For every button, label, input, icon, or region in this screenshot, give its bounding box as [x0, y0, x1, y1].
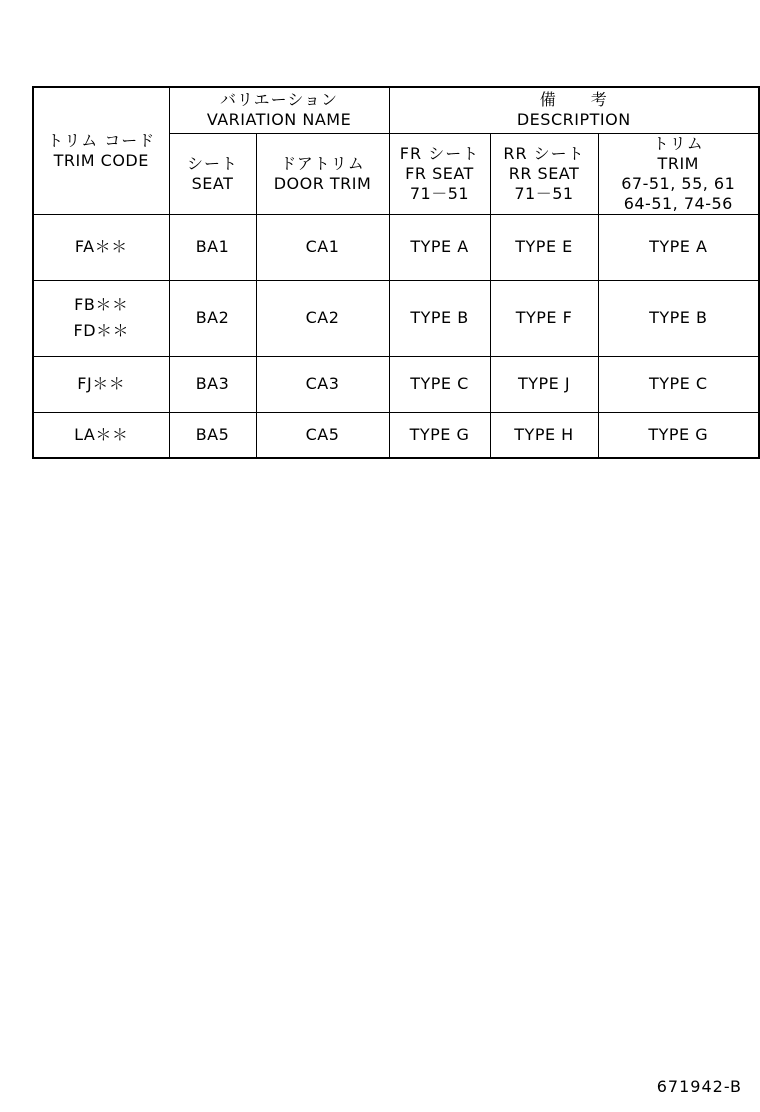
trim-code-table [32, 86, 760, 459]
trim-header-ref-2: 64-51, 74-56 [623, 193, 733, 213]
trim-code: FJ＊＊ [77, 374, 126, 393]
description-header-en: DESCRIPTION [516, 110, 631, 130]
trim-code: FA＊＊ [74, 237, 128, 256]
seat-cell: BA1 [169, 214, 256, 280]
rr-seat-header-en: RR SEAT [508, 163, 580, 183]
trim-cell: TYPE B [598, 280, 759, 356]
trim-cell: TYPE A [598, 214, 759, 280]
table-row [33, 356, 759, 412]
trim-code-cell [33, 280, 169, 356]
door-trim-header-en: DOOR TRIM [273, 173, 372, 193]
fr-seat-cell: TYPE C [389, 356, 490, 412]
fr-seat-cell: TYPE B [389, 280, 490, 356]
seat-cell: BA5 [169, 412, 256, 458]
seat-header-en: SEAT [191, 173, 234, 193]
trim-cell: TYPE C [598, 356, 759, 412]
seat-cell: BA2 [169, 280, 256, 356]
rr-seat-header-jp: RR シート [503, 143, 585, 163]
trim-header-en: TRIM [657, 153, 699, 173]
trim-header-jp: トリム [652, 133, 704, 153]
trim-header [598, 133, 759, 214]
description-header [389, 87, 759, 133]
trim-code: FD＊＊ [73, 321, 130, 340]
door-trim-cell: CA2 [256, 280, 389, 356]
door-trim-header [256, 133, 389, 214]
table-row [33, 280, 759, 356]
trim-code-header [33, 87, 169, 214]
table-row [33, 214, 759, 280]
rr-seat-cell: TYPE F [490, 280, 598, 356]
description-header-jp: 備 考 [539, 90, 608, 110]
seat-cell: BA3 [169, 356, 256, 412]
door-trim-cell: CA3 [256, 356, 389, 412]
table-row [33, 412, 759, 458]
door-trim-cell: CA1 [256, 214, 389, 280]
door-trim-header-jp: ドアトリム [280, 153, 365, 173]
trim-code: LA＊＊ [74, 424, 129, 444]
rr-seat-cell: TYPE J [490, 356, 598, 412]
fr-seat-header-jp: FR シート [399, 143, 480, 163]
rr-seat-header-ref: 71－51 [514, 183, 574, 203]
trim-code-header-en: TRIM CODE [53, 150, 149, 170]
trim-code-cell [33, 214, 169, 280]
trim-code-header-jp: トリム コード [47, 130, 156, 150]
trim-code-cell [33, 356, 169, 412]
fr-seat-cell: TYPE A [389, 214, 490, 280]
fr-seat-header-ref: 71－51 [409, 183, 470, 203]
rr-seat-cell: TYPE E [490, 214, 598, 280]
fr-seat-cell: TYPE G [389, 412, 490, 458]
rr-seat-header [490, 133, 598, 214]
door-trim-cell: CA5 [256, 412, 389, 458]
variation-header-en: VARIATION NAME [206, 110, 352, 130]
trim-cell: TYPE G [598, 412, 759, 458]
seat-header [169, 133, 256, 214]
trim-header-ref-1: 67-51, 55, 61 [621, 173, 736, 193]
trim-code: FB＊＊ [74, 295, 129, 314]
rr-seat-cell: TYPE H [490, 412, 598, 458]
seat-header-jp: シート [186, 153, 238, 173]
fr-seat-header-en: FR SEAT [405, 163, 474, 183]
variation-header-jp: バリエーション [219, 90, 339, 110]
drawing-number: 671942-B [656, 1077, 742, 1096]
trim-code-cell [33, 412, 169, 458]
fr-seat-header [389, 133, 490, 214]
header-row-top [33, 87, 759, 133]
variation-header [169, 87, 389, 133]
